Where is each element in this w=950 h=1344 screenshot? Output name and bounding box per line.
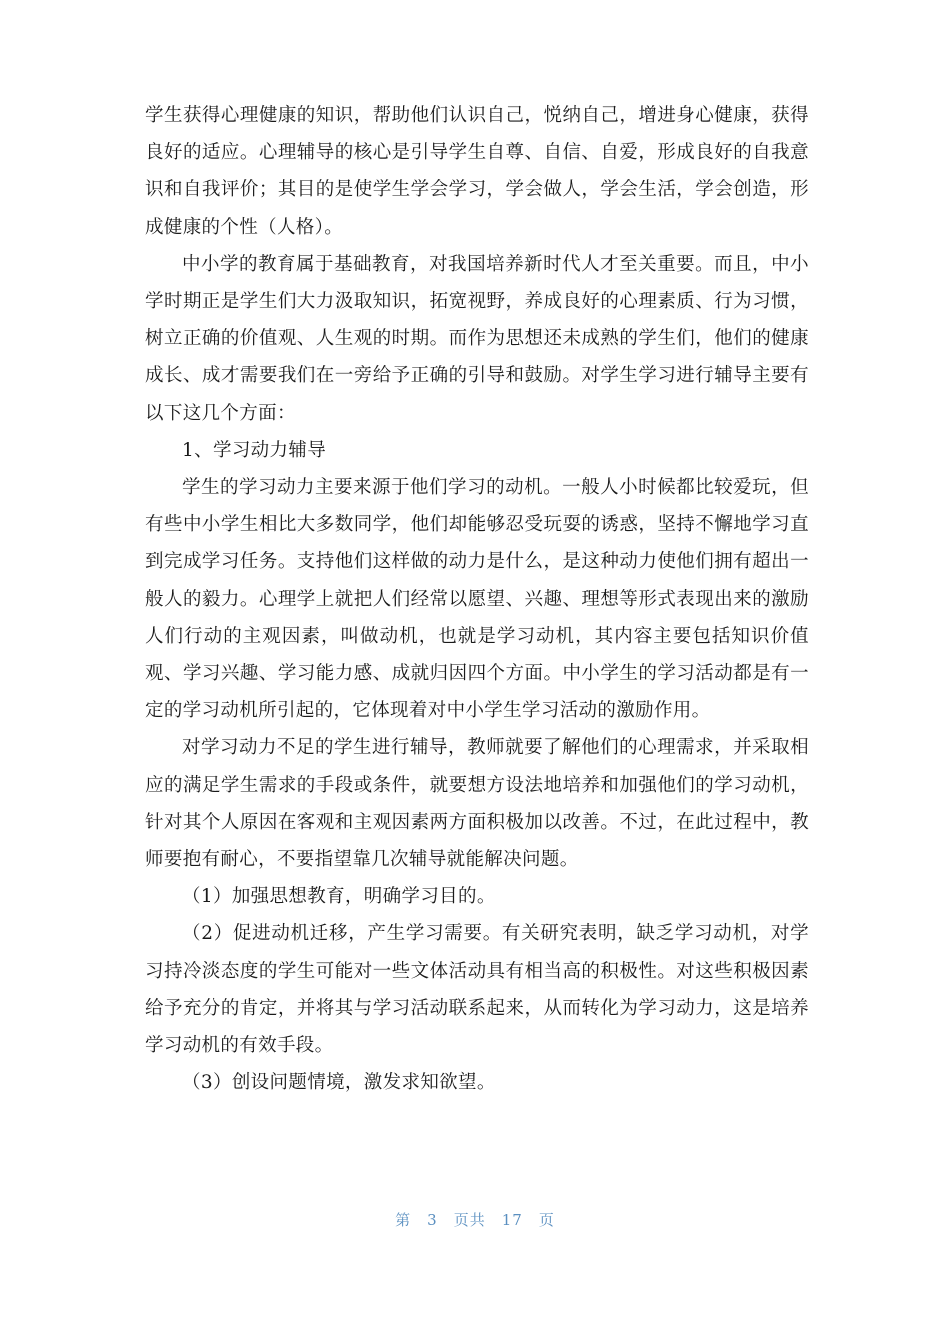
- paragraph-intro: 中小学的教育属于基础教育，对我国培养新时代人才至关重要。而且，中小学时期正是学生们大力汲取知识，拓宽视野，养成良好的心理素质、行为习惯，树立正确的价值观、人生观的时期。而作为思想还未成熟的学生们，他们的健康成长、成才需要我们在一旁给予正确的引导和鼓励。对学生学习进行辅导主要有以下这几个方面：: [145, 253, 809, 424]
- page-footer: [0, 1209, 950, 1230]
- paragraph-continuation: 学生获得心理健康的知识，帮助他们认识自己，悦纳自己，增进身心健康，获得良好的适应。心理辅导的核心是引导学生自尊、自信、自爱，形成良好的自我意识和自我评价；其目的是使学生学会学习，学会做人，学会生活，学会创造，形成健康的个性（人格）。: [145, 105, 809, 238]
- footer-suffix: 页: [538, 1211, 555, 1229]
- paragraph-motivation: 学生的学习动力主要来源于他们学习的动机。一般人小时候都比较爱玩，但有些中小学生相比大多数同学，他们却能够忍受玩耍的诱惑，坚持不懈地学习直到完成学习任务。支持他们这样做的动力是什么，是这种动力使他们拥有超出一般人的毅力。心理学上就把人们经常以愿望、兴趣、理想等形式表现出来的激励人们行动的主观因素，叫做动机，也就是学习动机，其内容主要包括知识价值观、学习兴趣、学习能力感、成就归因四个方面。中小学生的学习活动都是有一定的学习动机所引起的，它体现着对中小学生学习活动的激励作用。: [145, 477, 809, 722]
- section-heading: 1、学习动力辅导: [182, 439, 327, 461]
- list-item-3: （3）创设问题情境，激发求知欲望。: [182, 1072, 496, 1094]
- document-body: [145, 97, 809, 1101]
- list-item-2: （2）促进动机迁移，产生学习需要。有关研究表明，缺乏学习动机，对学习持冷淡态度的学生可能对一些文体活动具有相当高的积极性。对这些积极因素给予充分的肯定，并将其与学习活动联系起来，从而转化为学习动力，这是培养学习动机的有效手段。: [145, 923, 809, 1057]
- footer-current-page: 3: [427, 1211, 438, 1229]
- footer-middle: 页共: [453, 1211, 486, 1229]
- footer-total-pages: 17: [501, 1211, 523, 1229]
- paragraph-guidance: 对学习动力不足的学生进行辅导，教师就要了解他们的心理需求，并采取相应的满足学生需求的手段或条件，就要想方设法地培养和加强他们的学习动机，针对其个人原因在客观和主观因素两方面积极加以改善。不过，在此过程中，教师要抱有耐心，不要指望靠几次辅导就能解决问题。: [145, 737, 809, 871]
- list-item-1: （1）加强思想教育，明确学习目的。: [182, 886, 496, 908]
- footer-prefix: 第: [395, 1211, 412, 1229]
